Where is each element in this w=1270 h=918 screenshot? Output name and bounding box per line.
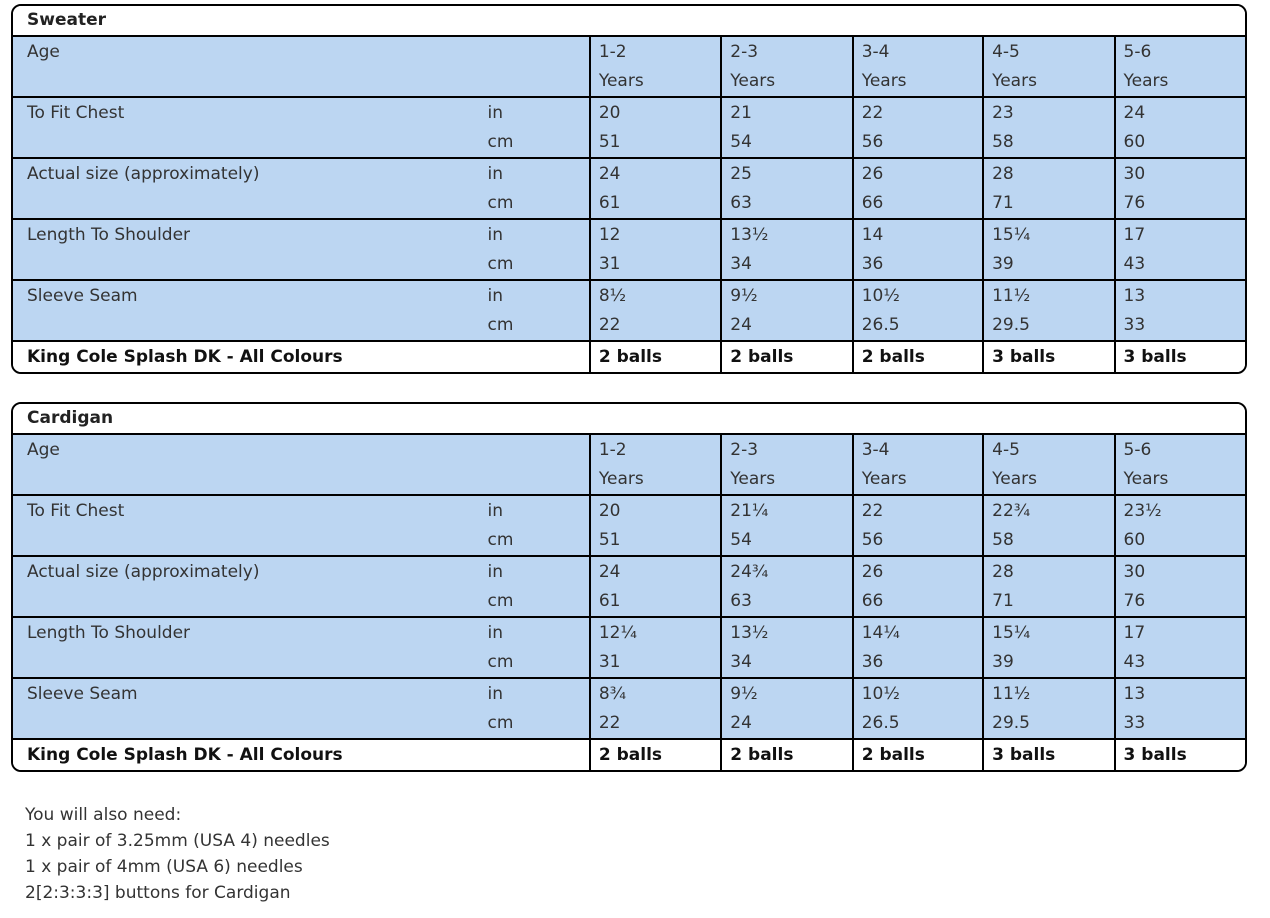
value-cell: 43 [1115,648,1245,678]
row-label: Sleeve Seam [13,678,488,709]
value-cell: 63 [721,189,852,219]
unit-label: cm [488,250,590,280]
value-cell: 14¼ [853,617,983,648]
yarn-cell: 2 balls [590,341,721,372]
measure-row-cm [13,648,1245,678]
measure-row [13,556,1245,587]
value-cell: 43 [1115,250,1245,280]
age-cell: Years [1115,465,1245,495]
value-cell: 30 [1115,158,1245,189]
yarn-cell: 2 balls [721,341,852,372]
age-cell: Years [983,67,1114,97]
value-cell: 61 [590,189,721,219]
value-cell: 12¼ [590,617,721,648]
row-label: To Fit Chest [13,495,488,526]
value-cell: 22¾ [983,495,1114,526]
measure-row-cm [13,189,1245,219]
value-cell: 34 [721,250,852,280]
value-cell: 39 [983,648,1114,678]
value-cell: 58 [983,526,1114,556]
age-cell: 3-4 [853,36,983,67]
value-cell: 30 [1115,556,1245,587]
value-cell: 22 [590,311,721,341]
value-cell: 21 [721,97,852,128]
age-cell: Years [590,465,721,495]
value-cell: 66 [853,189,983,219]
value-cell: 13½ [721,617,852,648]
unit-label: cm [488,587,590,617]
age-row [13,36,1245,67]
value-cell: 29.5 [983,709,1114,739]
value-cell: 8¾ [590,678,721,709]
row-label: Age [13,434,488,465]
value-cell: 33 [1115,311,1245,341]
materials-list [25,802,330,906]
yarn-cell: 2 balls [590,739,721,770]
value-cell: 26 [853,158,983,189]
value-cell: 23½ [1115,495,1245,526]
measure-row-cm [13,250,1245,280]
age-row-years [13,67,1245,97]
age-row-years [13,465,1245,495]
value-cell: 63 [721,587,852,617]
age-cell: 5-6 [1115,36,1245,67]
unit-label: cm [488,648,590,678]
value-cell: 24 [590,556,721,587]
measure-row-cm [13,709,1245,739]
value-cell: 15¼ [983,219,1114,250]
age-row [13,434,1245,465]
measure-row [13,280,1245,311]
measure-row [13,219,1245,250]
measure-row [13,97,1245,128]
measure-row-cm [13,128,1245,158]
value-cell: 36 [853,250,983,280]
value-cell: 24¾ [721,556,852,587]
value-cell: 13½ [721,219,852,250]
value-cell: 24 [721,311,852,341]
value-cell: 25 [721,158,852,189]
value-cell: 21¼ [721,495,852,526]
row-label: Length To Shoulder [13,219,488,250]
row-label: Length To Shoulder [13,617,488,648]
value-cell: 17 [1115,617,1245,648]
value-cell: 14 [853,219,983,250]
row-label: Actual size (approximately) [13,158,488,189]
measure-row-cm [13,587,1245,617]
value-cell: 36 [853,648,983,678]
value-cell: 23 [983,97,1114,128]
yarn-cell: 2 balls [721,739,852,770]
value-cell: 29.5 [983,311,1114,341]
measure-row [13,158,1245,189]
value-cell: 33 [1115,709,1245,739]
yarn-cell: 3 balls [1115,341,1245,372]
age-cell: 4-5 [983,36,1114,67]
age-cell: Years [721,465,852,495]
materials-item: 2[2:3:3:3] buttons for Cardigan [25,883,291,903]
yarn-row [13,739,1245,770]
unit-label: cm [488,311,590,341]
unit-label: in [488,158,590,189]
yarn-row [13,341,1245,372]
value-cell: 60 [1115,128,1245,158]
age-cell: Years [590,67,721,97]
value-cell: 76 [1115,189,1245,219]
age-cell: 1-2 [590,434,721,465]
row-label: Actual size (approximately) [13,556,488,587]
unit-label: in [488,280,590,311]
row-label: To Fit Chest [13,97,488,128]
value-cell: 28 [983,158,1114,189]
value-cell: 71 [983,189,1114,219]
yarn-cell: 3 balls [1115,739,1245,770]
table-title: Cardigan [13,404,1245,434]
value-cell: 15¼ [983,617,1114,648]
unit-label: cm [488,526,590,556]
value-cell: 10½ [853,678,983,709]
age-cell: Years [853,67,983,97]
value-cell: 26.5 [853,311,983,341]
materials-item: 1 x pair of 3.25mm (USA 4) needles [25,831,330,851]
value-cell: 71 [983,587,1114,617]
unit-label: in [488,495,590,526]
value-cell: 24 [1115,97,1245,128]
unit-label: cm [488,189,590,219]
unit-label: in [488,678,590,709]
age-cell: Years [721,67,852,97]
cardigan-size-table [11,402,1247,772]
value-cell: 26.5 [853,709,983,739]
value-cell: 24 [590,158,721,189]
unit-label: in [488,97,590,128]
value-cell: 22 [853,97,983,128]
yarn-cell: 3 balls [983,341,1114,372]
value-cell: 22 [853,495,983,526]
value-cell: 76 [1115,587,1245,617]
value-cell: 31 [590,250,721,280]
measure-row [13,617,1245,648]
value-cell: 20 [590,97,721,128]
value-cell: 11½ [983,678,1114,709]
value-cell: 10½ [853,280,983,311]
value-cell: 61 [590,587,721,617]
age-cell: Years [853,465,983,495]
value-cell: 54 [721,526,852,556]
value-cell: 22 [590,709,721,739]
age-cell: 2-3 [721,434,852,465]
row-label: Age [13,36,488,67]
value-cell: 51 [590,526,721,556]
measure-row [13,495,1245,526]
age-cell: 1-2 [590,36,721,67]
value-cell: 39 [983,250,1114,280]
value-cell: 8½ [590,280,721,311]
unit-label: cm [488,709,590,739]
value-cell: 13 [1115,280,1245,311]
value-cell: 24 [721,709,852,739]
value-cell: 12 [590,219,721,250]
sweater-size-table [11,4,1247,374]
unit-label: in [488,617,590,648]
value-cell: 26 [853,556,983,587]
value-cell: 34 [721,648,852,678]
measure-row-cm [13,526,1245,556]
unit-label: cm [488,128,590,158]
age-cell: Years [983,465,1114,495]
value-cell: 54 [721,128,852,158]
unit-label: in [488,556,590,587]
measure-row-cm [13,311,1245,341]
value-cell: 9½ [721,678,852,709]
yarn-label: King Cole Splash DK - All Colours [13,739,590,770]
row-label: Sleeve Seam [13,280,488,311]
value-cell: 11½ [983,280,1114,311]
age-cell: 2-3 [721,36,852,67]
value-cell: 28 [983,556,1114,587]
table-title: Sweater [13,6,1245,36]
value-cell: 66 [853,587,983,617]
value-cell: 20 [590,495,721,526]
measure-row [13,678,1245,709]
age-cell: Years [1115,67,1245,97]
materials-item: 1 x pair of 4mm (USA 6) needles [25,857,303,877]
value-cell: 56 [853,128,983,158]
yarn-cell: 2 balls [853,341,983,372]
unit-label: in [488,219,590,250]
materials-heading: You will also need: [25,805,182,825]
value-cell: 51 [590,128,721,158]
yarn-label: King Cole Splash DK - All Colours [13,341,590,372]
value-cell: 60 [1115,526,1245,556]
yarn-cell: 2 balls [853,739,983,770]
age-cell: 4-5 [983,434,1114,465]
value-cell: 56 [853,526,983,556]
value-cell: 31 [590,648,721,678]
value-cell: 58 [983,128,1114,158]
value-cell: 17 [1115,219,1245,250]
yarn-cell: 3 balls [983,739,1114,770]
value-cell: 9½ [721,280,852,311]
age-cell: 5-6 [1115,434,1245,465]
value-cell: 13 [1115,678,1245,709]
age-cell: 3-4 [853,434,983,465]
